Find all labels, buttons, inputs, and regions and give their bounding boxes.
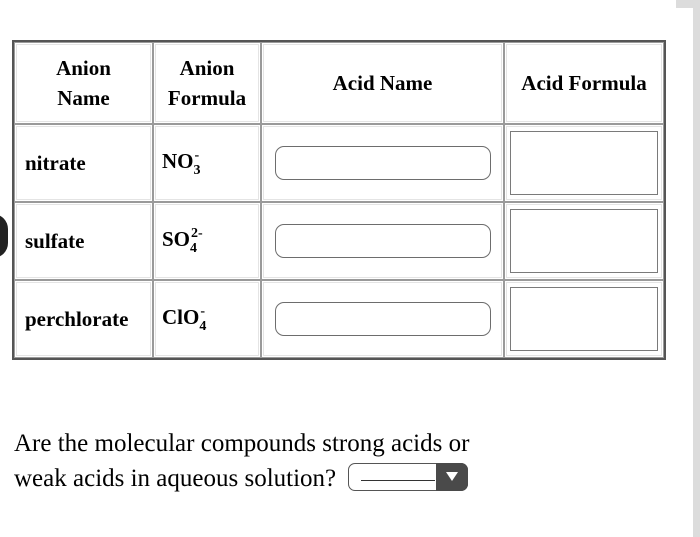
anion-formula-cell: ClO$_4$- [153,280,261,358]
question-text [14,426,574,496]
acid-name-input[interactable] [275,302,491,336]
acid-name-cell [261,124,504,202]
acid-name-cell [261,202,504,280]
acid-formula-input[interactable] [510,131,658,195]
acid-formula-cell [504,202,664,280]
anion-name-cell: perchlorate [14,280,153,358]
header-acid-name: Acid Name [261,42,504,124]
header-row [14,42,664,124]
question-line-1: Are the molecular compounds strong acids or [14,430,470,457]
header-anion-formula: Anion Formula [153,42,261,124]
anion-formula-cell: $SO_4^{2-}$ [153,202,261,280]
dropdown-blank [361,480,435,481]
table-row [14,124,664,202]
acid-formula-cell [504,280,664,358]
caret-down-icon [446,472,458,481]
anion-name-cell: nitrate [14,124,153,202]
screen-edge-right [693,0,700,537]
screen-edge-left [0,214,8,258]
acid-naming-table [12,40,666,360]
header-anion-name: Anion Name [14,42,153,124]
strength-dropdown[interactable] [348,463,468,491]
question-line-2: weak acids in aqueous solution? [14,465,337,492]
acid-name-input[interactable] [275,224,491,258]
header-acid-formula: Acid Formula [504,42,664,124]
acid-formula-input[interactable] [510,209,658,273]
acid-name-input[interactable] [275,146,491,180]
anion-name-cell: sulfate [14,202,153,280]
table-row [14,280,664,358]
anion-formula-cell: $NO_3^-$ [153,124,261,202]
acid-name-cell [261,280,504,358]
acid-formula-cell [504,124,664,202]
dropdown-toggle[interactable] [436,463,468,491]
table-row [14,202,664,280]
acid-formula-input[interactable] [510,287,658,351]
